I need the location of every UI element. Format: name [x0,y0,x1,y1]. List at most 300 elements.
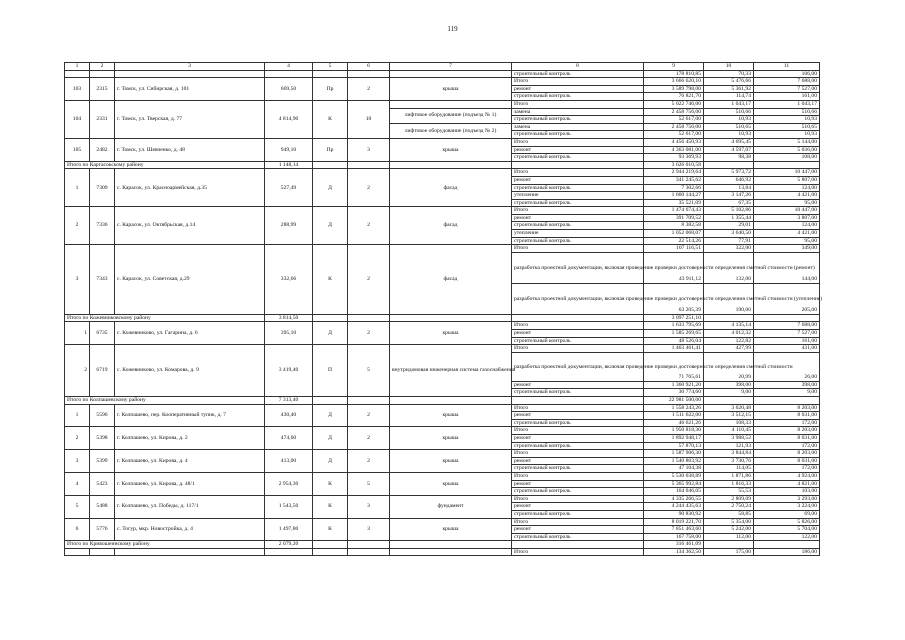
table-cell [704,314,754,322]
table-cell: 4 335 266,55 [644,495,704,503]
table-cell: 3 [348,518,390,541]
table-cell: Итого [512,345,644,353]
table-cell: 52 617,00 [644,131,704,139]
table-cell: ремонт [512,214,644,222]
table-cell: 164 046,05 [644,488,704,496]
table-cell: 4 421,00 [754,230,820,238]
table-cell: 5398 [90,427,115,450]
table-cell [348,397,390,405]
table-cell: 4 [265,63,313,71]
table-cell: 178 810,85 [644,70,704,78]
table-cell: 47 104,38 [644,465,704,473]
table-cell [265,70,313,78]
table-cell: 76 821,70 [644,93,704,101]
table-cell: Итого [512,427,644,435]
table-cell: 114,05 [704,465,754,473]
table-cell: 474,60 [265,427,313,450]
table-cell: строительный контроль [512,389,644,397]
table-cell: 172,00 [754,419,820,427]
table-cell: 108,33 [704,419,754,427]
table-cell: 98,38 [704,154,754,162]
table-cell: 105 [65,138,90,161]
table-cell: утепление [512,192,644,200]
table-cell [313,548,348,556]
district-total-row [65,397,820,405]
table-cell: 1 540 803,92 [644,457,704,465]
table-cell: 2 458 756,00 [644,123,704,131]
table-cell: 2 [65,427,90,450]
capital-repair-table [64,62,823,556]
table-cell: разработка проектной документации, включая проведение проверки достоверности определения сметной стоимости [512,352,644,381]
table-cell [390,548,512,556]
table-cell: внутридомовая инженерная система газоснабжения [390,345,512,397]
table-cell: 949,10 [265,138,313,161]
table-cell: 4 [65,472,90,495]
table-cell [390,397,512,405]
table-cell: 2 [348,322,390,345]
table-cell: строительный контроль [512,93,644,101]
table-cell: 1 148,14 [265,161,313,169]
table-cell: 161,00 [754,93,820,101]
table-cell: 427,99 [704,345,754,353]
table-cell: 510,65 [704,123,754,131]
table-cell: Итого по Кривошеинскому району [65,541,265,549]
table-cell: 103 [65,78,90,101]
table-cell: 46 621,26 [644,419,704,427]
table-cell: 30 774,60 [644,389,704,397]
table-cell: 5423 [90,472,115,495]
table-cell [115,70,265,78]
table-cell: 3 807,00 [754,214,820,222]
table-cell: 5 [348,345,390,397]
table-cell: г. Колпашево, ул. Кирова, д. 2 [115,427,265,450]
table-cell: г. Томск, ул. Шевченко, д. 48 [115,138,265,161]
table-cell: К [313,472,348,495]
table-cell: Итого [512,472,644,480]
table-cell: 167 758,00 [644,533,704,541]
table-cell: 430,40 [265,404,313,427]
table-cell: 1 585 269,65 [644,330,704,338]
table-cell: 112,00 [704,533,754,541]
table-cell [65,70,90,78]
table-cell [348,548,390,556]
table-cell: 7 [390,63,512,71]
table-cell: 43 911,12 [644,252,704,283]
table-cell: 5 036,00 [754,146,820,154]
table-cell: 5 973,72 [704,169,754,177]
table-cell: 121,93 [704,442,754,450]
table-cell: 3 730,76 [704,457,754,465]
table-cell: 172,00 [754,442,820,450]
table-cell: строительный контроль [512,154,644,162]
table-cell: 161,00 [754,337,820,345]
table-cell [390,161,512,169]
table-cell: 205,00 [754,283,820,314]
table-cell: фасад [390,245,512,315]
table-cell: Д [313,427,348,450]
table-cell: 55,53 [704,488,754,496]
table-cell: с. Карасок, ул. Советская, д.29 [115,245,265,315]
table-cell: 3 [348,138,390,161]
table-cell: 431,00 [754,345,820,353]
table-cell: 4 421,00 [754,192,820,200]
table-cell: 7309 [90,169,115,207]
table-cell: строительный контроль [512,510,644,518]
table-cell: 8 382,58 [644,222,704,230]
table-row [65,70,820,78]
table-cell [754,314,820,322]
table-cell: крыша [390,450,512,473]
table-cell: строительный контроль [512,199,644,207]
table-cell: 175,00 [704,548,754,556]
table-cell: с. Карасок, ул. Красноармейская, д.35 [115,169,265,207]
table-cell: крыша [390,78,512,101]
table-cell: 2 [348,245,390,315]
table-cell: 1 511 622,00 [644,412,704,420]
table-cell: 9,00 [704,389,754,397]
table-cell: 1 043,17 [754,100,820,108]
table-cell: 2 750,24 [704,503,754,511]
table-cell: 341 245,62 [644,176,704,184]
table-cell: строительный контроль [512,70,644,78]
table-cell [390,314,512,322]
table-cell: 1 660 144,27 [644,192,704,200]
table-cell: 57 870,13 [644,442,704,450]
table-cell: крыша [390,404,512,427]
table-cell: крыша [390,138,512,161]
table-cell: ремонт [512,503,644,511]
table-cell: 288,99 [265,207,313,245]
table-cell: Итого по Колпашевскому району [65,397,265,405]
table-cell: фасад [390,169,512,207]
table-cell: 3 640,50 [704,230,754,238]
table-cell [704,397,754,405]
table-cell: Д [313,450,348,473]
table-cell: 5 [348,472,390,495]
table-cell: К [313,245,348,315]
table-cell: строительный контроль [512,465,644,473]
table-cell: 1 871,86 [704,472,754,480]
table-cell: 1 [65,322,90,345]
table-cell: 26,00 [754,352,820,381]
table-cell [512,314,644,322]
table-cell [90,70,115,78]
table-cell: 2 809,09 [704,495,754,503]
table-cell: 6719 [90,345,115,397]
table-cell [512,161,644,169]
table-cell: 4 012,32 [704,330,754,338]
table-cell: 48 526,04 [644,337,704,345]
table-cell: 5 476,66 [704,78,754,86]
table-cell: Итого [512,207,644,215]
table-cell [390,100,512,108]
table-cell: 1 558 243,26 [644,404,704,412]
table-cell: крыша [390,427,512,450]
table-cell: ремонт [512,412,644,420]
table-cell: ремонт [512,176,644,184]
table-cell: 3 224,00 [754,503,820,511]
table-cell: ремонт [512,526,644,534]
table-cell: 4 924,00 [754,472,820,480]
table-cell: 3 097 251,10 [644,314,704,322]
table-cell: г. Колпашево, ул. Победы, д. 117/1 [115,495,265,518]
table-cell: 144,00 [754,252,820,283]
table-cell: 2 [348,78,390,101]
table-cell: строительный контроль [512,488,644,496]
table-cell: 1 [65,404,90,427]
table-cell: 2 079,20 [265,541,313,549]
table-cell: Итого [512,245,644,253]
table-cell: 3 814,50 [265,314,313,322]
table-cell: 122,82 [704,337,754,345]
table-cell: 3 147,26 [704,192,754,200]
table-cell: крыша [390,518,512,541]
table-cell: строительный контроль [512,184,644,192]
table-cell: замена [512,108,644,116]
table-cell: 5 530 038,89 [644,472,704,480]
table-cell: 5 [313,63,348,71]
table-cell: 3 [115,63,265,71]
table-row [65,472,820,480]
table-cell: 5 [65,495,90,518]
table-cell [313,70,348,78]
table-cell: строительный контроль [512,116,644,124]
table-cell: 5 807,00 [754,176,820,184]
table-cell: 1 950 818,30 [644,427,704,435]
table-cell: замена [512,123,644,131]
table-cell: 5 144,00 [754,138,820,146]
table-cell: Итого [512,100,644,108]
table-cell: 70,33 [704,70,754,78]
table-cell: 4 363 081,00 [644,146,704,154]
table-cell: 114,74 [704,93,754,101]
table-cell: строительный контроль [512,419,644,427]
table-row [65,100,820,108]
table-cell: 510,66 [754,108,820,116]
table-cell: 124,00 [754,222,820,230]
table-cell [313,161,348,169]
table-cell: 2 [348,169,390,207]
table-cell [65,548,90,556]
table-cell: 22 981 500,00 [644,397,704,405]
table-cell: К [313,100,348,138]
table-row [65,138,820,146]
table-cell: разработка проектной документации, включая проведение проверки достоверности определения сметной стоимости (утепление) [512,283,644,314]
table-row [65,450,820,458]
table-cell: 413,00 [265,450,313,473]
table-cell: строительный контроль [512,237,644,245]
table-cell: 9 [644,63,704,71]
table-cell: 10 447,00 [754,169,820,177]
table-cell: Итого [512,78,644,86]
table-cell: 3 [348,495,390,518]
table-cell: 77,91 [704,237,754,245]
table-cell: разработка проектной документации, включая проведение проверки достоверности определения сметной стоимости (ремонт) [512,252,644,283]
table-cell: Итого [512,404,644,412]
table-cell: 71 765,61 [644,352,704,381]
table-cell: 52 617,00 [644,116,704,124]
table-cell: 3 626 010,58 [644,161,704,169]
table-cell: 186,00 [754,548,820,556]
table-cell: 2 [65,345,90,397]
table-cell: 10,93 [704,116,754,124]
table-cell: 2482 [90,138,115,161]
table-cell: 1 052 068,07 [644,230,704,238]
table-cell: 3 512,15 [704,412,754,420]
table-cell: 8 019 221,70 [644,518,704,526]
table-cell: фасад [390,207,512,245]
table-cell: 5 022 746,00 [644,100,704,108]
table-cell: г. Колпашево, ул. Кирова, д. 4 [115,450,265,473]
table-cell [348,161,390,169]
table-cell: 8 031,00 [754,457,820,465]
table-cell: 2315 [90,78,115,101]
table-cell: 5 704,00 [754,526,820,534]
table-cell: 1 355,44 [704,214,754,222]
table-cell: 3 293,00 [754,495,820,503]
table-cell: г. Колпашево, пер. Кооперативный тупик, д. 7 [115,404,265,427]
table-cell: 5488 [90,495,115,518]
table-cell: 4 814,90 [265,100,313,138]
table-cell: 391 709,52 [644,214,704,222]
table-cell: 6 [65,518,90,541]
table-row [65,169,820,177]
table-cell: 11 [754,63,820,71]
table-cell [313,397,348,405]
table-cell: 3 [65,245,90,315]
table-cell [754,541,820,549]
table-cell: с. Кожевниково, ул. Гагарина, д. 6 [115,322,265,345]
table-cell: 10,93 [704,131,754,139]
table-cell: ремонт [512,457,644,465]
table-cell: Итого [512,548,644,556]
table-cell: 35 521,09 [644,199,704,207]
table-cell: 2 954,30 [265,472,313,495]
table-row [65,245,820,253]
table-cell: К [313,518,348,541]
table-cell: Итого по Каргасокскому району [65,161,265,169]
table-cell: 3 [65,450,90,473]
table-cell: 7 688,00 [754,322,820,330]
table-cell: 395,10 [265,322,313,345]
table-cell: 29,01 [704,222,754,230]
table-cell [90,548,115,556]
table-cell: ремонт [512,381,644,389]
table-cell: 2 [65,207,90,245]
table-cell: Пр [313,78,348,101]
table-cell: 7 851 463,60 [644,526,704,534]
table-cell: 1 816,33 [704,480,754,488]
district-total-row [65,161,820,169]
table-cell [348,541,390,549]
table-cell: строительный контроль [512,533,644,541]
table-cell: 108,00 [754,154,820,162]
table-cell: 13,84 [704,184,754,192]
table-cell: г. Колпашево, ул. Кирова, д. 48/1 [115,472,265,495]
table-cell: Итого [512,450,644,458]
table-cell: 7 313,40 [265,397,313,405]
table-cell: 398,00 [704,381,754,389]
table-cell: 9,00 [754,389,820,397]
table-cell: 4 135,14 [704,322,754,330]
table-cell: Итого [512,518,644,526]
table-cell: 8 [512,63,644,71]
table-cell: 8 203,00 [754,404,820,412]
table-cell: с. Кожевниково, ул. Комарова, д. 9 [115,345,265,397]
table-cell: 2 [90,63,115,71]
table-cell: лифтовое оборудование (подъезд № 1) [390,108,512,123]
table-cell: 1 360 921,20 [644,381,704,389]
table-cell: 2 [348,450,390,473]
table-cell: 4 695,45 [704,138,754,146]
table-cell: 122,00 [754,533,820,541]
table-cell: 349,00 [754,245,820,253]
table-cell: 4 110,45 [704,427,754,435]
table-cell [348,314,390,322]
table-cell: 1 587 906,30 [644,450,704,458]
table-cell: 5 365 992,84 [644,480,704,488]
table-cell: лифтовое оборудование (подъезд № 2) [390,123,512,138]
table-cell: 7343 [90,245,115,315]
table-row [65,404,820,412]
table-cell: 1 497,80 [265,518,313,541]
table-cell: 3 620,48 [704,404,754,412]
table-cell [313,314,348,322]
table-cell [390,70,512,78]
table-cell: 6 [348,63,390,71]
table-cell: 1 463 461,41 [644,345,704,353]
table-cell: 2331 [90,100,115,138]
table-cell: 1 543,50 [265,495,313,518]
table-cell: 10 [348,100,390,138]
table-cell: 2 [348,207,390,245]
table-row [65,495,820,503]
table-cell: строительный контроль [512,337,644,345]
table-cell: 103,00 [754,488,820,496]
table-cell: 93 369,93 [644,154,704,162]
table-cell: 63 205,39 [644,283,704,314]
table-cell: К [313,495,348,518]
table-cell: 134 362,50 [644,548,704,556]
table-cell: 10,93 [754,116,820,124]
table-row [65,427,820,435]
table-cell: Итого [512,169,644,177]
table-cell: Итого [512,495,644,503]
table-cell: 7 527,00 [754,85,820,93]
table-cell: 1 633 795,69 [644,322,704,330]
table-cell: 669,50 [265,78,313,101]
table-cell: 2 944 219,64 [644,169,704,177]
table-cell: 7336 [90,207,115,245]
table-row [65,207,820,215]
table-cell: 3 988,52 [704,434,754,442]
table-cell: 3 589 798,00 [644,85,704,93]
district-total-row [65,314,820,322]
table-cell: 95,00 [754,237,820,245]
table-cell: Итого [512,322,644,330]
table-cell: 1 474 674,43 [644,207,704,215]
table-cell: Д [313,404,348,427]
table-cell: 22 514,26 [644,237,704,245]
table-cell: 7 688,00 [754,78,820,86]
table-cell: ремонт [512,480,644,488]
table-row [65,78,820,86]
table-cell [704,541,754,549]
table-cell: 2 458 756,00 [644,108,704,116]
table-cell: 67,35 [704,199,754,207]
table-cell [704,161,754,169]
table-cell: фундамент [390,495,512,518]
